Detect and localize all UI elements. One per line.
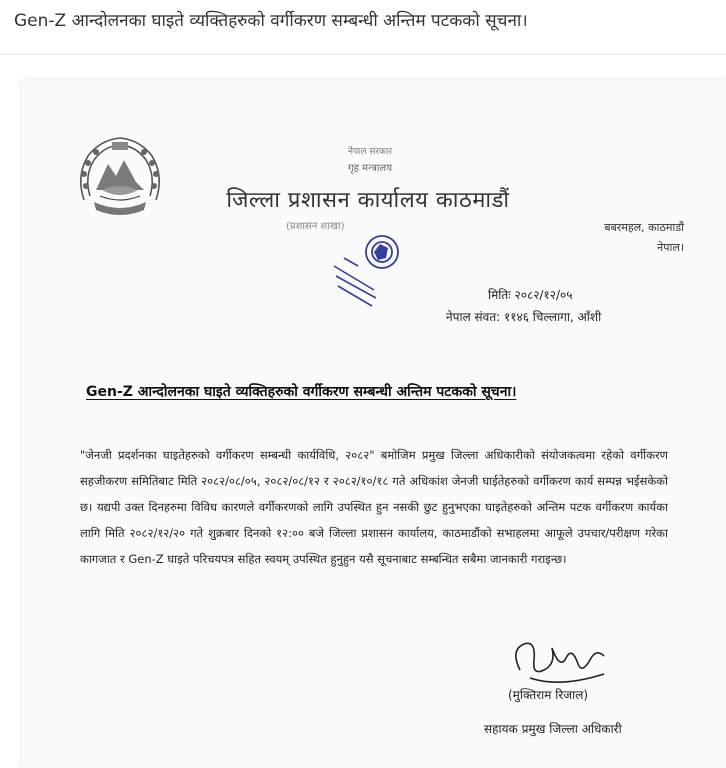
address-line-1: बबरमहल, काठमाडौं — [604, 221, 684, 234]
nepal-emblem-icon — [70, 130, 170, 222]
notice-letter-image — [22, 80, 726, 768]
gov-line: नेपाल सरकार — [347, 147, 393, 157]
letter-date: मितिः २०८२/१२/०५ — [488, 288, 573, 302]
page-title: Gen-Z आन्दोलनका घाइते व्यक्तिहरुको वर्गीकरण सम्बन्धी अन्तिम पटकको सूचना। — [14, 11, 528, 31]
address-line-2: नेपाल। — [657, 241, 684, 254]
letter-body: "जेनजी प्रदर्शनका घाइतेहरुको वर्गीकरण सम्बन्धी कार्यविधि, २०८२" बमोजिम प्रमुख जिल्ला अधिकारीको संयोजकत्वमा रहेको वर्गीकरण सहजीकरण समितिबाट मिति २०८२/०८/०५, २०८२/०८/१२ र २०८२/१०/१८ गते अधिकांश जेनजी घाईतेहरुको वर्गीकरण कार्य सम्पन्न भईसकेको छ। यद्यपी उक्त दिनहरुमा विविध कारणले वर्गीकरणको लागि उपस्थित हुन नसकी छुट हुनुभएका घाइतेहरुको अन्तिम पटक वर्गीकरण कार्यका लागि मिति २०८२/१२/२० गते शुक्रबार दिनको १२:०० बजे जिल्ला प्रशासन कार्यालय, काठमाडौंको सभाहलमा आफूले उपचार/परीक्षण गरेका कागजात र Gen-Z घाइते परिचयपत्र सहित स्वयम् उपस्थित हुनुहुन यसै सूचनाबाट सम्बन्धित सबैमा जानकारी गराइन्छ। — [80, 448, 668, 566]
heading-divider — [0, 54, 726, 55]
office-name: जिल्ला प्रशासन कार्यालय काठमाडौं — [226, 188, 510, 213]
nepal-samvat-date: नेपाल संवत: ११४६ चिल्लागा, आँशी — [446, 310, 602, 324]
office-stamp-icon — [328, 230, 412, 314]
ministry-line: गृह मन्त्रालय — [347, 163, 393, 174]
signer-title: सहायक प्रमुख जिल्ला अधिकारी — [484, 722, 622, 736]
signer-name: (मुक्तिराम रिजाल) — [508, 688, 589, 702]
letter-subject: Gen-Z आन्दोलनका घाइते व्यक्तिहरुको वर्गीकरण सम्बन्धी अन्तिम पटकको सूचना। — [86, 384, 517, 400]
branch-line: (प्रशासन शाखा) — [286, 221, 345, 232]
